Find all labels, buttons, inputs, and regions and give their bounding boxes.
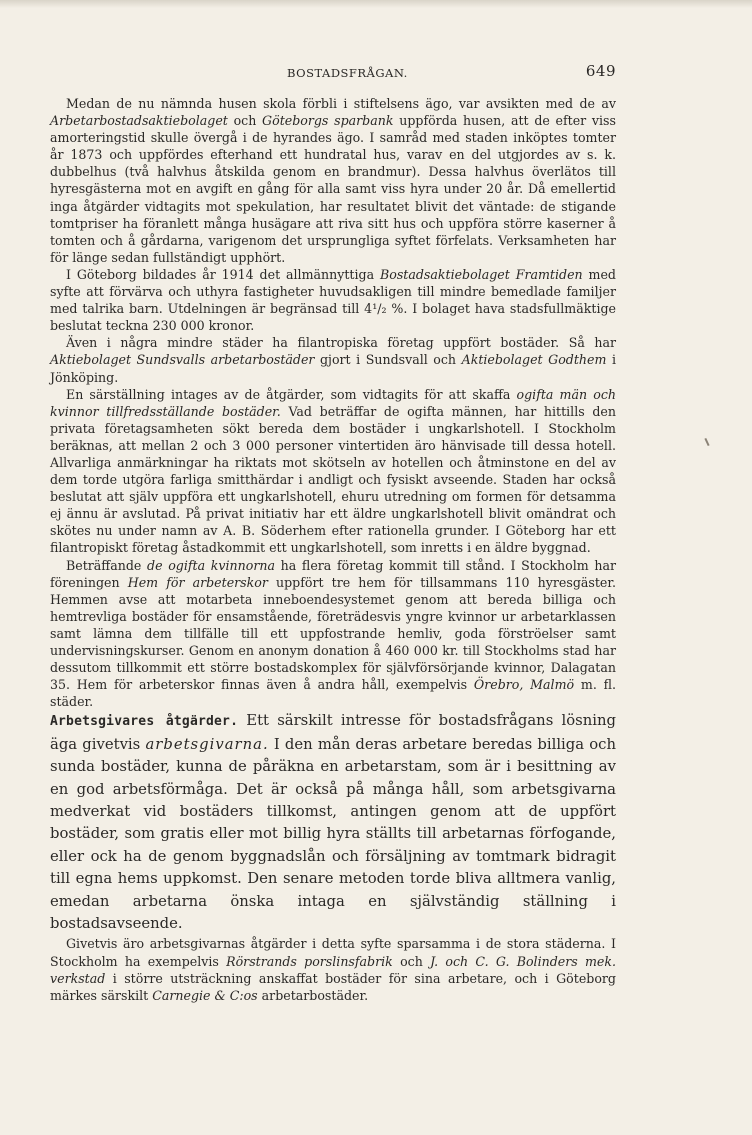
section-title: Arbetsgivares åtgärder. — [50, 714, 239, 730]
paragraph: Givetvis äro arbetsgivarnas åtgärder i detta syfte sparsamma i de stora städerna. I Stockholm ha exempelvis Rörstrands porslinsfabrik och J. och C. G. Bolinders mek. verkstad i större utsträckning anskaffat bostäder för sina arbetare, och i Göteborg märkes särskilt Carnegie & C:os arbetarbostäder. — [50, 936, 616, 1003]
paragraph: Medan de nu nämnda husen skola förbli i stiftelsens ägo, var avsikten med de av Arbetarbostadsaktiebolaget och Göteborgs sparbank uppförda husen, att de efter viss amorteringstid skulle övergå i de hyrandes ägo. I samråd med staden inköptes tomter år 1873 och uppfördes efterhand ett hundratal hus, varav en del utgjordes av s. k. dubbelhus (två halvhus åtskilda genom en brandmur). Dessa halvhus överlätos till hyresgästerna mot en avgift en gång för alla samt viss hyra under 20 år. Då emellertid inga åtgärder vidtagits mot spekulation, har resultatet blivit det väntade: de stigande tomtpriser ha föranlett många husägare att riva sitt hus och uppföra större kaserner å tomten och å gårdarna, varigenom det ursprungliga syftet förfelats. Verksamheten har för länge sedan fullständigt upphört. — [50, 96, 616, 265]
paragraph: Även i några mindre städer ha filantropiska företag uppfört bostäder. Så har Aktiebolaget Sundsvalls arbetarbostäder gjort i Sundsvall och Aktiebolaget Godthem i Jönköping. — [50, 335, 616, 385]
page-body — [50, 95, 616, 1004]
page-top-edge — [0, 0, 752, 8]
page-number: 649 — [585, 62, 616, 80]
section-arbetsgivare: Arbetsgivares åtgärder. Ett särskilt intresse för bostadsfrågans lösning äga givetvis arbetsgivarna. I den mån deras arbetare beredas billiga och sunda bostäder, kunna de påräkna en arbetarstam, som är i besittning av en god arbetsförmåga. Det är också på många håll, som arbetsgivarna medverkat vid bostäders tillkomst, antingen genom att de uppfört bostäder, som gratis eller mot billig hyra ställts till arbetarnas förfogande, eller ock ha de genom byggnadslån och försäljning av tomtmark bidragit till egna hems uppkomst. Den senare metoden torde bliva alltmera vanlig, emedan arbetarna önska intaga en självständig ställning i bostadsavseende. — [50, 712, 617, 933]
running-head: BOSTADSFRÅGAN. — [287, 66, 408, 80]
margin-mark — [704, 438, 709, 446]
paragraph: I Göteborg bildades år 1914 det allmännyttiga Bostadsaktiebolaget Framtiden med syfte att förvärva och uthyra fastigheter huvudsakligen till mindre bemedlade familjer med talrika barn. Utdelningen är begränsad till 4¹/₂ %. I bolaget hava stadsfullmäktige beslutat teckna 230 000 kronor. — [50, 266, 616, 334]
paragraph: Beträffande de ogifta kvinnorna ha flera företag kommit till stånd. I Stockholm har föreningen Hem för arbeterskor uppfört tre hem för tillsammans 110 hyresgäster. Hemmen avse att motarbeta inneboendesystemet genom att bereda billiga och hemtrevliga bostäder för ensamstående, företrädesvis yngre kvinnor ur arbetarklassen samt lämna dem tillfälle till ett uppfostrande hemliv, goda förströelser samt undervisningskurser. Genom en anonym donation å 460 000 kr. till Stockholms stad har dessutom tillkommit ett större bostadskomplex för självförsörjande kvinnor, Dalagatan 35. Hem för arbeterskor finnas även å andra håll, exempelvis Örebro, Malmö m. fl. städer. — [50, 557, 617, 710]
paragraph: En särställning intages av de åtgärder, som vidtagits för att skaffa ogifta män och kvinnor tillfredsställande bostäder. Vad beträffar de ogifta männen, har hittills den privata företagsamheten sökt bereda dem bostäder i ungkarlshotell. I Stockholm beräknas, att mellan 2 och 3 000 personer vintertiden äro hänvisade till dessa hotell. Allvarliga anmärkningar ha riktats mot skötseln av hotellen och åtminstone en del av dem torde utgöra farliga smitthärdar i andligt och fysiskt avseende. Staden har också beslutat att själv uppföra ett ungkarlshotell, ehuru utredning om formen för detsamma ej ännu är avslutad. På privat initiativ har ett äldre ungkarlshotell blivit omändrat och skötes nu under namn av A. B. Söderhem efter rationella grunder. I Göteborg har ett filantropiskt företag åstadkommit ett ungkarlshotell, som inretts i en äldre byggnad. — [50, 386, 616, 556]
